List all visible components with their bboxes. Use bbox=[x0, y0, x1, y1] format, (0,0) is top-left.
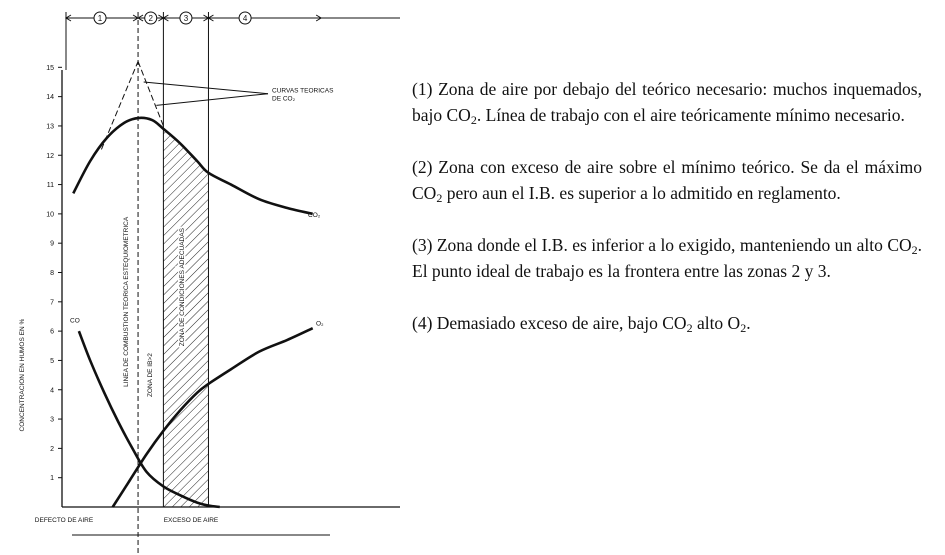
y-tick-label: 5 bbox=[50, 357, 54, 365]
y-tick-label: 12 bbox=[46, 152, 54, 160]
y-tick-label: 1 bbox=[50, 475, 54, 483]
theoretical-curves-label: CURVAS TEORICAS bbox=[272, 87, 334, 95]
theoretical-curves-label: DE CO₂ bbox=[272, 95, 296, 103]
x-label-right: EXCESO DE AIRE bbox=[163, 517, 219, 524]
y-tick-label: 10 bbox=[46, 211, 54, 219]
y-tick-label: 11 bbox=[46, 182, 54, 190]
y-tick-label: 8 bbox=[50, 270, 54, 277]
y-tick-label: 9 bbox=[50, 240, 54, 248]
co-label: CO bbox=[70, 317, 80, 325]
x-label-left: DEFECTO DE AIRE bbox=[34, 517, 94, 524]
zone-adequate-label: ZONA DE CONDICIONES ADECUADAS bbox=[179, 228, 186, 347]
zone-ib2-label: ZONA DE IB>2 bbox=[147, 353, 154, 398]
o2-curve bbox=[113, 328, 313, 507]
zone-notes bbox=[412, 76, 922, 336]
stoichiometric-label: LINEA DE COMBUSTION TEORICA ESTEQUIOMETRICA bbox=[123, 216, 130, 387]
zone-number: 1 bbox=[97, 14, 103, 23]
combustion-chart bbox=[0, 0, 400, 555]
y-tick-label: 3 bbox=[50, 416, 54, 424]
y-tick-label: 14 bbox=[46, 94, 54, 102]
y-axis-label: CONCENTRACION EN HUMOS EN % bbox=[19, 318, 26, 432]
zone-number: 2 bbox=[148, 14, 153, 23]
theoretical-co2-line bbox=[101, 61, 138, 149]
y-tick-label: 6 bbox=[50, 328, 54, 336]
label-leader bbox=[156, 94, 268, 106]
label-leader bbox=[144, 82, 268, 94]
y-tick-label: 4 bbox=[50, 387, 54, 395]
y-tick-label: 2 bbox=[50, 445, 54, 453]
y-tick-label: 15 bbox=[46, 64, 54, 72]
note-2: (2) Zona con exceso de aire sobre el mínimo teórico. Se da el máximo $CO_2$ pero aun el I.B. es superior a lo admitido en reglamento. bbox=[412, 157, 923, 205]
note-4: (4) Demasiado exceso de aire, bajo $CO_2$ alto $O_2$. bbox=[412, 313, 751, 335]
co2-label: CO₂ bbox=[308, 211, 321, 219]
note-3: (3) Zona donde el I.B. es inferior a lo exigido, manteniendo un alto $CO_2$. El punto ideal de trabajo es la frontera entre las zonas 2 y 3. bbox=[412, 235, 922, 281]
zone-number: 4 bbox=[242, 14, 248, 23]
y-tick-label: 13 bbox=[46, 123, 54, 131]
theoretical-co2-line bbox=[138, 61, 163, 125]
o2-label: O₂ bbox=[316, 320, 324, 328]
note-1: (1) Zona de aire por debajo del teórico necesario: muchos inquemados, bajo $CO_2$. Línea de trabajo con el aire teóricamente mínimo necesario. bbox=[412, 79, 922, 127]
y-tick-label: 7 bbox=[50, 299, 54, 307]
zone-number: 3 bbox=[183, 14, 189, 23]
